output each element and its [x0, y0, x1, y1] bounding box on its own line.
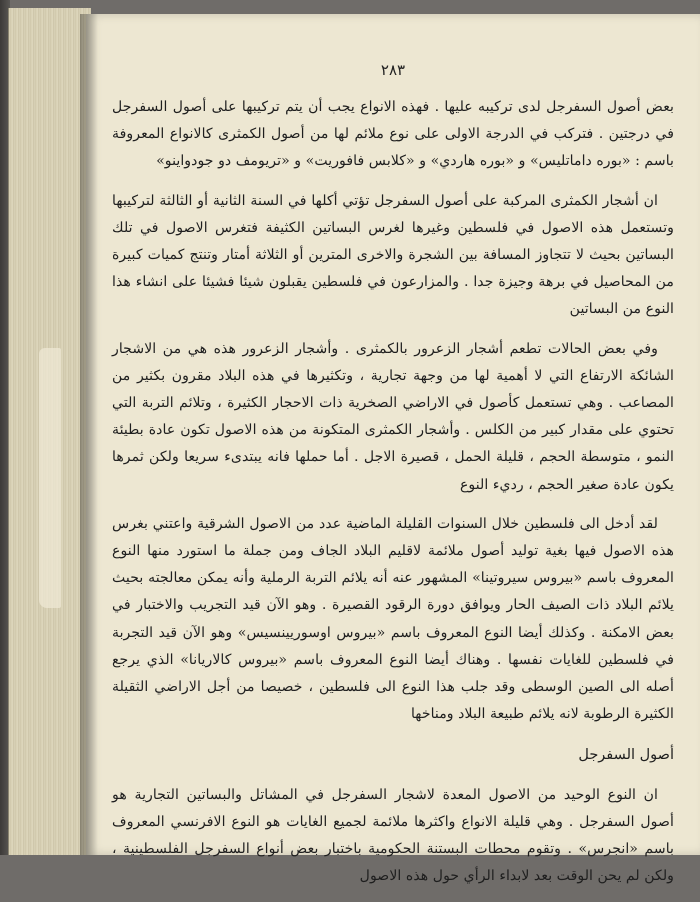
- paragraph: وفي بعض الحالات تطعم أشجار الزعرور بالكمثرى . وأشجار الزعرور هذه هي من الاشجار الشائكة الارتفاع التي لا أهمية لها من وجهة تجارية ، وتكثيرها في هذه البلاد مقرون بكثير من المصاعب . وهي تستعمل كأصول في الاراضي الصخرية ذات الاحجار الكثيرة ، وتلائم التربة التي تحتوي على مقدار كبير من الكلس . وأشجار الكمثرى المتكونة من هذه الاصول تكون عادة بطيئة النمو ، متوسطة الحجم ، قليلة الحمل ، قصيرة الاجل . أما حملها فانه يبتدىء سريعا ولكن ثمرها يكون عادة صغير الحجم ، رديء النوع: [112, 340, 674, 493]
- paragraph: لقد أدخل الى فلسطين خلال السنوات القليلة الماضية عدد من الاصول الشرقية واعتني بغرس هذه الاصول فيها بغية توليد أصول ملائمة لاقليم البلاد الجاف ومن جملة ما استورد منها النوع المعروف باسم «بيروس سيروتينا» المشهور عنه أنه يلائم التربة الرملية وأنه يمكن معالجته بحيث يلائم البلاد ذات الصيف الحار ويوافق دورة الرقود القصيرة . وهو الآن قيد التجريب والاختبار في بعض الامكنة . وكذلك أيضا النوع المعروف باسم «بيروس اوسوريينسيس» وهو الآن قيد التجربة في فلسطين للغايات نفسها . وهناك أيضا النوع المعروف باسم «بيروس كالاريانا» الذي يرجع أصله الى الصين الوسطى وقد جلب هذا النوع الى فلسطين ، خصيصا من أجل الاراضي الثقيلة الكثيرة الرطوبة لانه يلائم طبيعة البلاد ومناخها: [112, 515, 674, 723]
- page-body-text: [112, 94, 674, 902]
- worn-page-edge: [39, 348, 61, 608]
- paragraph: ان أشجار الكمثرى المركبة على أصول السفرجل تؤتي أكلها في السنة الثانية أو الثالثة لتركيبها وتستعمل هذه الاصول في فلسطين وغيرها لغرس البساتين الكثيفة فتغرس الاصول في تلك البساتين بحيث لا تتجاوز المسافة بين الشجرة والاخرى المترين أو الثلاثة أمتار وتنتج كميات كبيرة من المحاصيل في برهة وجيزة جدا . والمزارعون في فلسطين يقبلون شيئا فشيئا على انشاء هذا النوع من البساتين: [112, 192, 674, 318]
- paragraph: بعض أصول السفرجل لدى تركيبه عليها . فهذه الانواع يجب أن يتم تركيبها على أصول السفرجل في درجتين . فتركب في الدرجة الاولى على نوع ملائم لها من أصول الكمثرى كالانواع المعروفة باسم : «بوره داماتليس» و «بوره هاردي» و «كلابس فافوريت» و «تريومف دو جودواينو»: [112, 99, 674, 170]
- page-number: ٢٨٣: [380, 61, 406, 79]
- paragraph: ان النوع الوحيد من الاصول المعدة لاشجار السفرجل في المشاتل والبساتين التجارية هو أصول السفرجل . وهي قليلة الانواع واكثرها ملائمة لجميع الغايات هو النوع الافرنسي المعروف باسم «انجرس» . وتقوم محطات البستنة الحكومية باختبار بعض أنواع السفرجل الفلسطينية ، ولكن لم يحن الوقت بعد لابداء الرأي حول هذه الاصول: [112, 786, 674, 885]
- book-page: [86, 14, 700, 885]
- page-edges-stack: [8, 8, 91, 855]
- gutter-shadow: [80, 14, 98, 855]
- section-heading: أصول السفرجل: [578, 747, 674, 764]
